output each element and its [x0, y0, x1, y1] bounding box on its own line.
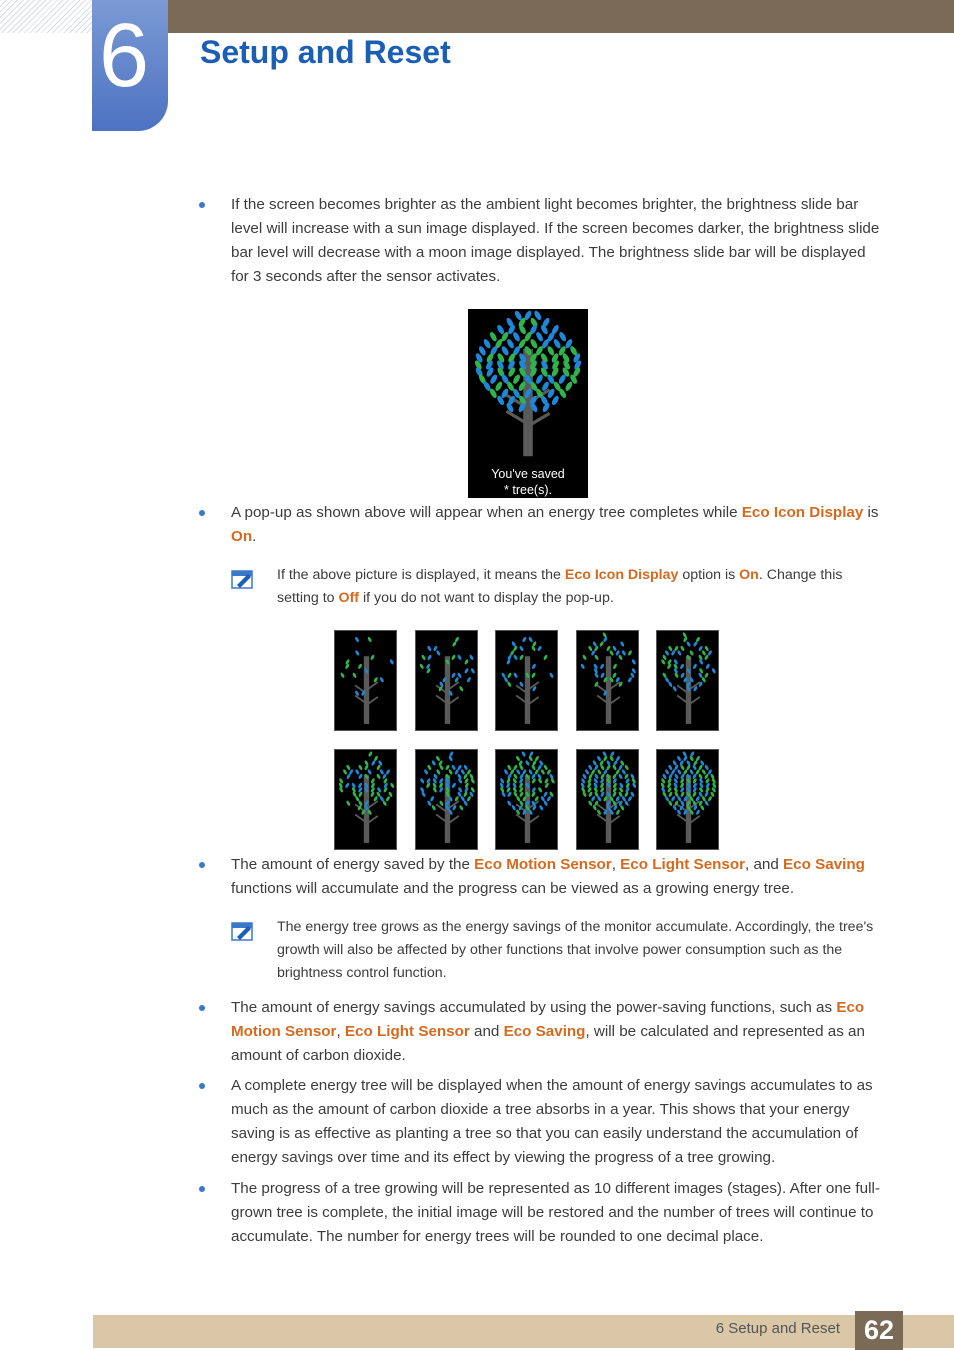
tree-icon: [335, 750, 398, 851]
tree-stage-8: [495, 749, 558, 850]
tree-stage-3: [495, 630, 558, 731]
text: . Change this setting to: [277, 567, 843, 606]
note-eco-icon: [277, 564, 887, 610]
tree-icon: [577, 750, 640, 851]
text: ,: [336, 1023, 345, 1040]
text: functions will accumulate and the progress can be viewed as a growing energy tree.: [231, 880, 795, 897]
menu-eco-saving: Eco Saving: [783, 856, 865, 873]
tree-stage-7: [415, 749, 478, 850]
note-icon: [231, 920, 255, 942]
tree-icon: [657, 631, 720, 732]
note-tree-growth: The energy tree grows as the energy savings of the monitor accumulate. Accordingly, the tree's growth will also be affected by other functions that involve power consumption such as the brightness control function.: [277, 919, 874, 981]
bullet-dot: [199, 862, 205, 868]
note-icon: [231, 568, 255, 590]
menu-eco-icon-display: Eco Icon Display: [741, 504, 864, 521]
menu-eco-icon-display: Eco Icon Display: [564, 567, 679, 583]
text: A pop-up as shown above will appear when an energy tree completes while: [231, 504, 742, 521]
bullet-dot: [199, 1005, 205, 1011]
tree-stage-6: [334, 749, 397, 850]
footer-section: 6 Setup and Reset: [715, 1320, 840, 1337]
bullet-dot: [199, 1083, 205, 1089]
menu-eco-light-sensor: Eco Light Sensor: [620, 856, 746, 873]
energy-tree-popup: [468, 309, 588, 498]
text: and: [469, 1023, 504, 1040]
text: If the above picture is displayed, it means the: [277, 567, 565, 583]
bullet-complete-tree: A complete energy tree will be displayed when the amount of energy savings accumulates to as much as the amount of carbon dioxide a tree absorbs in a year. This shows that your energy saving is as effective as planting a tree so that you can easily understand the accumulation of energy savings over time and its effect by viewing the progress of a tree growing.: [231, 1077, 873, 1166]
bullet-brightness: If the screen becomes brighter as the ambient light becomes brighter, the brightness slide bar level will increase with a sun image displayed. If the screen becomes darker, the brightness slide bar level will decrease with a moon image displayed. The brightness slide bar will be displayed for 3 seconds after the sensor activates.: [231, 196, 880, 285]
popup-line-2: * tree(s).: [504, 483, 552, 497]
bullet-carbon: [231, 996, 886, 1068]
text: , will be calculated and represented as an amount of carbon dioxide.: [231, 1023, 865, 1064]
bullet-energy-saved: [231, 853, 886, 901]
tree-stage-4: [576, 630, 639, 731]
text: if you do not want to display the pop-up.: [359, 590, 614, 606]
header-bar: [168, 0, 954, 33]
tree-icon: [335, 631, 398, 732]
option-off: Off: [338, 590, 360, 606]
menu-eco-motion-sensor: Eco Motion Sensor: [474, 856, 612, 873]
text: .: [252, 528, 257, 545]
option-on: On: [739, 567, 759, 583]
bullet-tree-progress: The progress of a tree growing will be represented as 10 different images (stages). After one full-grown tree is complete, the initial image will be restored and the number of trees will continue to accumulate. The number for energy trees will be rounded to one decimal place.: [231, 1180, 880, 1245]
bullet-dot: [199, 510, 205, 516]
bullet-popup: [231, 501, 886, 549]
tree-icon: [496, 750, 559, 851]
text: ,: [611, 856, 621, 873]
tree-stage-2: [415, 630, 478, 731]
popup-line-1: You've saved: [491, 467, 565, 481]
tree-stage-1: [334, 630, 397, 731]
text: , and: [745, 856, 784, 873]
tree-stage-9: [576, 749, 639, 850]
menu-eco-light-sensor: Eco Light Sensor: [344, 1023, 470, 1040]
header-hatch: [0, 0, 92, 33]
option-on: On: [231, 528, 253, 545]
bullet-dot: [199, 202, 205, 208]
page-number: 62: [855, 1311, 903, 1350]
text: The amount of energy savings accumulated by using the power-saving functions, such as: [231, 999, 837, 1016]
bullet-dot: [199, 1186, 205, 1192]
menu-eco-saving: Eco Saving: [503, 1023, 586, 1040]
tree-icon: [416, 750, 479, 851]
text: is: [863, 504, 879, 521]
tree-icon: [657, 750, 720, 851]
tree-icon: [577, 631, 640, 732]
menu-eco-motion-sensor: Eco Motion Sensor: [231, 999, 865, 1040]
tree-icon: [416, 631, 479, 732]
text: The amount of energy saved by the: [231, 856, 475, 873]
text: option is: [678, 567, 740, 583]
chapter-title: Setup and Reset: [200, 34, 451, 70]
chapter-tab: [92, 0, 168, 131]
chapter-number: 6: [98, 6, 150, 106]
tree-icon: [496, 631, 559, 732]
tree-stage-5: [656, 630, 719, 731]
tree-icon: [468, 309, 588, 469]
tree-stage-10: [656, 749, 719, 850]
